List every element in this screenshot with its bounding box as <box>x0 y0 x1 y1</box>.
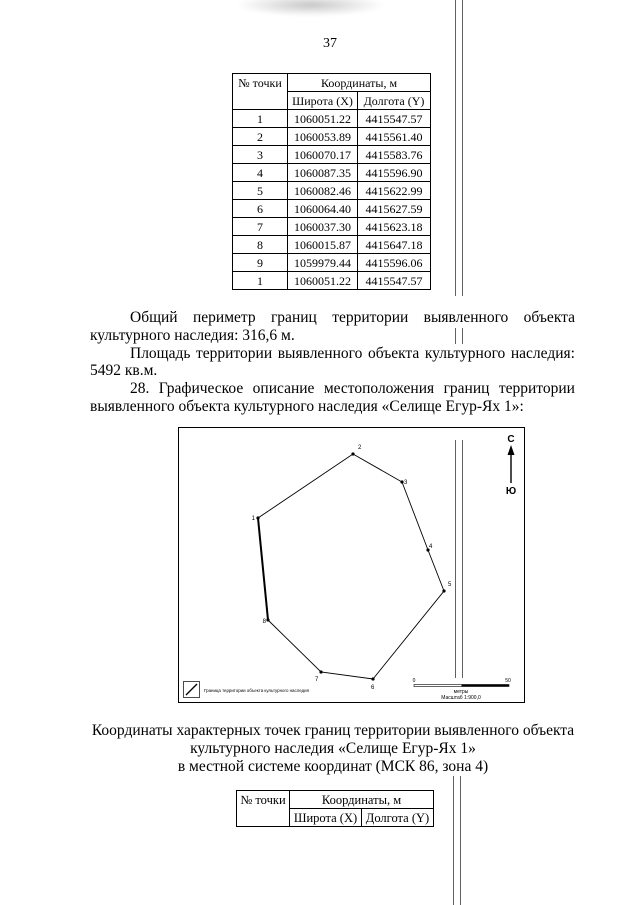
scale-unit-label: метры <box>453 689 469 695</box>
point-label-3: 3 <box>404 480 408 486</box>
scale-ratio-label: Масштаб 1:900,0 <box>441 695 481 701</box>
boundary-map <box>178 427 525 703</box>
point-label-2: 2 <box>358 445 362 451</box>
boundary-point-1 <box>256 516 259 519</box>
page-number: 37 <box>323 36 337 51</box>
word: описание <box>252 380 315 397</box>
latitude-header: Широта (X) <box>290 809 362 827</box>
word: границ <box>443 380 490 397</box>
latitude-cell: 1060051.22 <box>288 272 358 290</box>
latitude-cell: 1059979.44 <box>288 254 358 272</box>
longitude-cell: 4415583.76 <box>358 146 431 164</box>
table-row <box>233 182 431 200</box>
point-label-4: 4 <box>429 544 433 550</box>
scan-fold-line <box>462 328 463 344</box>
point-number-cell: 2 <box>233 128 288 146</box>
longitude-cell: 4415547.57 <box>358 110 431 128</box>
word: местоположения <box>323 380 435 397</box>
latitude-cell: 1060082.46 <box>288 182 358 200</box>
coordinates-table-msk86 <box>236 790 434 827</box>
point-label-8: 8 <box>262 619 266 625</box>
section-heading-line-1 <box>130 380 575 398</box>
table-row <box>233 272 431 290</box>
point-number-header: № точки <box>237 791 290 827</box>
longitude-cell: 4415547.57 <box>358 272 431 290</box>
point-number-header: № точки <box>233 74 288 110</box>
latitude-cell: 1060037.30 <box>288 218 358 236</box>
scale-end-label: 50 <box>505 678 511 684</box>
table-row <box>233 146 431 164</box>
word: наследия: <box>510 345 575 362</box>
longitude-header: Долгота (Y) <box>362 809 434 827</box>
word: 28. <box>130 380 150 397</box>
word: Графическое <box>158 380 244 397</box>
word: выявленного <box>423 309 509 326</box>
word: Общий <box>130 309 178 326</box>
word: культурного <box>424 345 506 362</box>
word: объекта <box>367 345 420 362</box>
point-number-cell: 4 <box>233 164 288 182</box>
scale-bar-fill <box>462 685 510 687</box>
table-row <box>233 110 431 128</box>
word: территории <box>498 380 575 397</box>
latitude-cell: 1060064.40 <box>288 200 358 218</box>
point-number-cell: 6 <box>233 200 288 218</box>
caption-line-1: Координаты характерных точек границ территории выявленного объекта <box>91 722 575 739</box>
scan-fold-line <box>462 440 463 678</box>
word: территории <box>196 345 273 362</box>
coordinates-table <box>232 73 431 290</box>
latitude-cell: 1060051.22 <box>288 110 358 128</box>
word: выявленного <box>277 345 363 362</box>
coordinates-header: Координаты, м <box>290 791 434 809</box>
boundary-point-2 <box>351 452 354 455</box>
table-header-row <box>233 74 431 92</box>
point-number-cell: 9 <box>233 254 288 272</box>
perimeter-line-2: культурного наследия: 316,6 м. <box>90 327 295 344</box>
longitude-cell: 4415623.18 <box>358 218 431 236</box>
legend-label: Граница территории объекта культурного наследия <box>204 688 309 693</box>
point-number-cell: 5 <box>233 182 288 200</box>
map-canvas <box>178 427 525 703</box>
scan-fold-line <box>455 0 456 296</box>
latitude-cell: 1060070.17 <box>288 146 358 164</box>
south-label: Ю <box>505 486 517 497</box>
map-border <box>179 428 525 703</box>
scan-fold-line <box>462 0 463 296</box>
caption-line-2: культурного наследия «Селище Егур-Ях 1» <box>190 740 476 757</box>
longitude-header: Долгота (Y) <box>358 92 431 110</box>
table-header-row <box>237 791 434 809</box>
point-number-cell: 1 <box>233 272 288 290</box>
perimeter-line-1 <box>130 309 575 327</box>
area-line-1 <box>130 345 575 363</box>
table-row <box>233 236 431 254</box>
longitude-cell: 4415561.40 <box>358 128 431 146</box>
point-label-5: 5 <box>448 582 452 588</box>
table-row <box>233 128 431 146</box>
boundary-point-8 <box>266 618 269 621</box>
point-label-6: 6 <box>371 685 375 691</box>
table-row <box>233 254 431 272</box>
point-label-7: 7 <box>315 677 319 683</box>
coordinates-header: Координаты, м <box>288 74 431 92</box>
scan-smudge <box>238 0 383 16</box>
scan-fold-line <box>460 776 461 905</box>
table-body <box>233 110 431 290</box>
word: объекта <box>523 309 575 326</box>
area-line-2: 5492 кв.м. <box>90 362 158 379</box>
caption-line-3: в местной системе координат (МСК 86, зона 4) <box>177 758 489 775</box>
latitude-cell: 1060053.89 <box>288 128 358 146</box>
longitude-cell: 4415622.99 <box>358 182 431 200</box>
table-header <box>233 74 431 110</box>
scale-start-label: 0 <box>412 678 416 684</box>
point-number-cell: 7 <box>233 218 288 236</box>
latitude-cell: 1060015.87 <box>288 236 358 254</box>
point-label-1: 1 <box>251 516 255 522</box>
boundary-point-5 <box>442 589 445 592</box>
longitude-cell: 4415647.18 <box>358 236 431 254</box>
point-number-cell: 3 <box>233 146 288 164</box>
word: Площадь <box>130 345 191 362</box>
longitude-cell: 4415596.06 <box>358 254 431 272</box>
scan-fold-line <box>453 776 454 905</box>
longitude-cell: 4415627.59 <box>358 200 431 218</box>
boundary-point-6 <box>371 677 374 680</box>
point-number-cell: 1 <box>233 110 288 128</box>
scan-fold-line <box>455 440 456 678</box>
word: периметр <box>192 309 256 326</box>
north-label: С <box>507 434 515 445</box>
table-row <box>233 164 431 182</box>
scan-fold-line <box>455 328 456 344</box>
section-heading-line-2: выявленного объекта культурного наследия «Селище Егур-Ях 1»: <box>90 398 524 415</box>
table-row <box>233 200 431 218</box>
word: границ <box>270 309 317 326</box>
latitude-header: Широта (X) <box>288 92 358 110</box>
point-number-cell: 8 <box>233 236 288 254</box>
latitude-cell: 1060087.35 <box>288 164 358 182</box>
table-row <box>233 218 431 236</box>
word: территории <box>332 309 409 326</box>
boundary-point-7 <box>319 670 322 673</box>
longitude-cell: 4415596.90 <box>358 164 431 182</box>
